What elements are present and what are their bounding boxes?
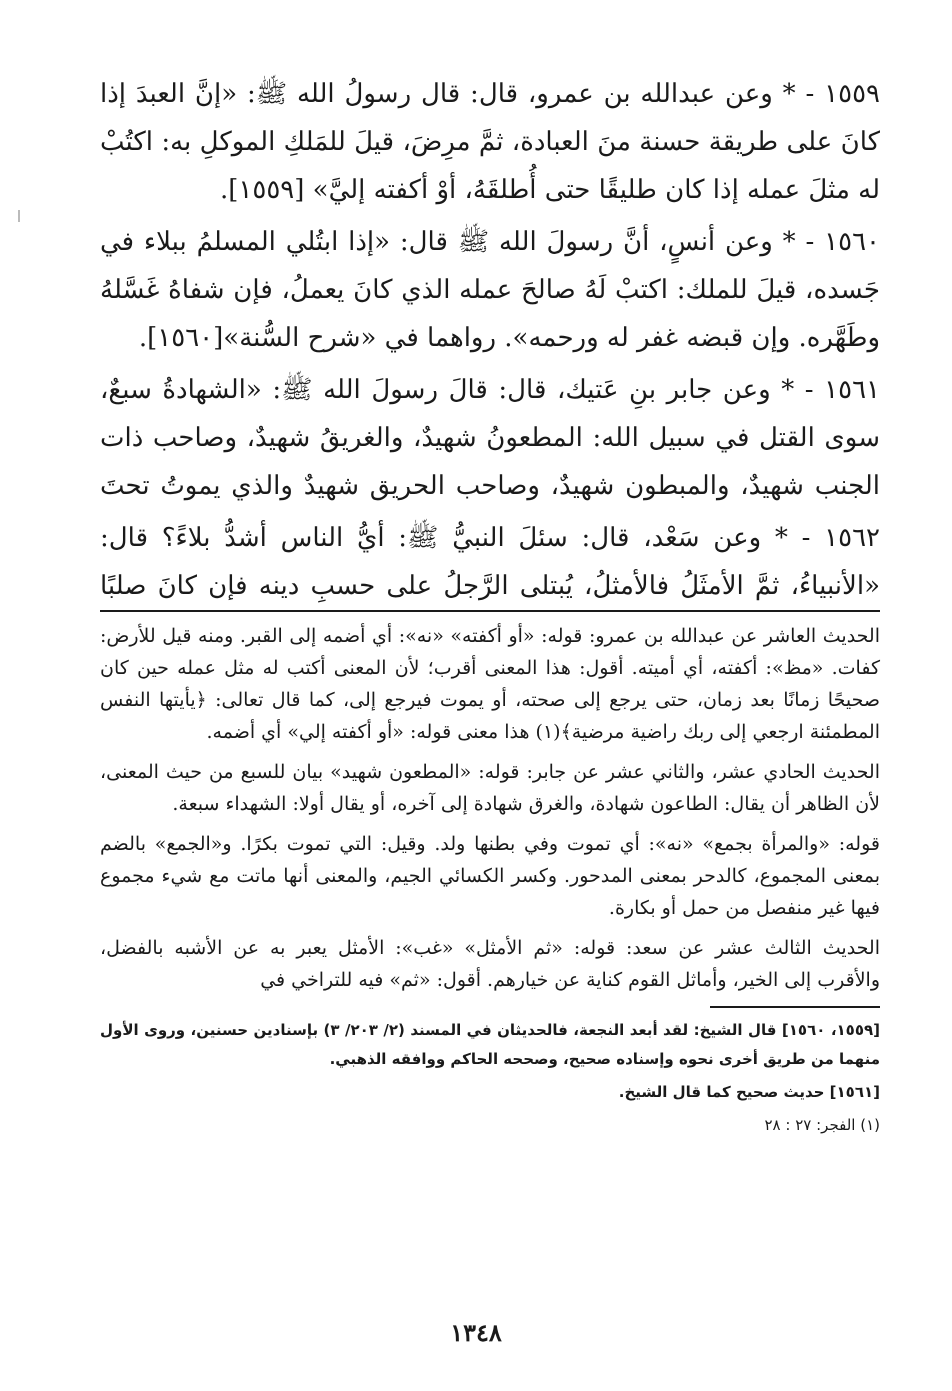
footnote-takhrij: [١٥٥٩، ١٥٦٠] قال الشيخ: لقد أبعد النجعة، فالحديثان في المسند (٢/ ٢٠٣/ ٣) بإسنادين حسنين، وروى الأول منهما من طريق أخرى نحوه وإسناده صحيح، وصححه الحاكم ووافقه الذهبي. <box>100 1021 881 1068</box>
page-number: ١٣٤٨ <box>450 1318 502 1347</box>
margin-mark <box>18 210 20 222</box>
footnote-quran-ref: (١) الفجر: ٢٧ : ٢٨ <box>764 1116 880 1134</box>
commentary-paragraph: قوله: «والمرأة بجمع» «نه»: أي تموت وفي بطنها ولد. وقيل: التي تموت بكرًا. و«الجمع» بالضم بمعنى المجموع، كالدحر بمعنى المدحور. وكسر الكسائي الجيم، والمعنى أنها ماتت مع شيء مجموع فيها غير منفصل من حمل أو بكارة. <box>100 833 880 919</box>
commentary-paragraph: الحديث العاشر عن عبدالله بن عمرو: قوله: «أو أكفته» «نه»: أي أضمه إلى القبر. ومنه قيل للأرض: كفات. «مظ»: أكفته، أي أميته. أقول: هذا المعنى أقرب؛ لأن المعنى أكتب له مثل عمله حين كان صحيحًا زمانًا بعد زمان، حتى يرجع إلى صحته، أو يموت فيرجع إلى، كما قال تعالى: ﴿يأيتها النفس المطمئنة ارجعي إلى ربك راضية مرضية﴾(١) هذا معنى قوله: «أو أكفته إلي» أي أضمه. <box>100 625 880 743</box>
hadith-1560: ١٥٦٠ - * وعن أنسٍ، أنَّ رسولَ الله ﷺ قال: «إذا ابتُلي المسلمُ ببلاء في جَسده، قيلَ للملك: اكتبْ لَهُ صالحَ عمله الذي كانَ يعملُ، فإن شفاهُ غَسَّلهُ وطَهَّره. وإن قبضه غفر له ورحمه». رواهما في «شرح السُّنة»[١٥٦٠]. <box>100 227 880 353</box>
hadith-1562: ١٥٦٢ - * وعن سَعْد، قال: سئلَ النبيُّ ﷺ: أيُّ الناس أشدُّ بلاءً؟ قال: «الأنبياءُ، ثمَّ الأمثَلُ فالأمثلُ، يُبتلى الرَّجلُ على حسبِ دينه فإن كانَ صلبًا <box>100 523 880 601</box>
hadith-1559: ١٥٥٩ - * وعن عبدالله بن عمرو، قال: قال رسولُ الله ﷺ: «إنَّ العبدَ إذا كانَ على طريقة حسنة منَ العبادة، ثمَّ مرِضَ، قيلَ للمَلكِ الموكلِ به: اكتُبْ له مثلَ عمله إذا كان طليقًا حتى أُطلقَهُ، أوْ أكفته إليَّ» [١٥٥٩]. <box>100 79 880 205</box>
commentary-paragraph: الحديث الثالث عشر عن سعد: قوله: «ثم الأمثل» «غب»: الأمثل يعبر به عن الأشبه بالفضل، والأقرب إلى الخير، وأماثل القوم كناية عن خيارهم. أقول: «ثم» فيه للتراخي في <box>100 937 880 991</box>
commentary-paragraph: الحديث الحادي عشر، والثاني عشر عن جابر: قوله: «المطعون شهيد» بيان للسبع من حيث المعنى، لأن الظاهر أن يقال: الطاعون شهادة، والغرق شهادة إلى آخره، أو يقال أولا: الشهداء سبعة. <box>100 761 880 815</box>
book-page <box>100 70 880 1370</box>
text-commentary-divider <box>100 610 880 612</box>
hadith-1561: ١٥٦١ - * وعن جابر بنِ عَتيك، قال: قالَ رسولَ الله ﷺ: «الشهادةُ سبعٌ، سوى القتل في سبيل الله: المطعونُ شهيدٌ، والغريقُ شهيدٌ، وصاحب ذات الجنب شهيدٌ، والمبطون شهيدٌ، وصاحب الحريق شهيدٌ والذي يموتُ تحتَ <box>100 375 880 501</box>
footnote-takhrij: [١٥٦١] حديث صحيح كما قال الشيخ. <box>618 1083 880 1101</box>
footnote-divider <box>710 1006 880 1008</box>
